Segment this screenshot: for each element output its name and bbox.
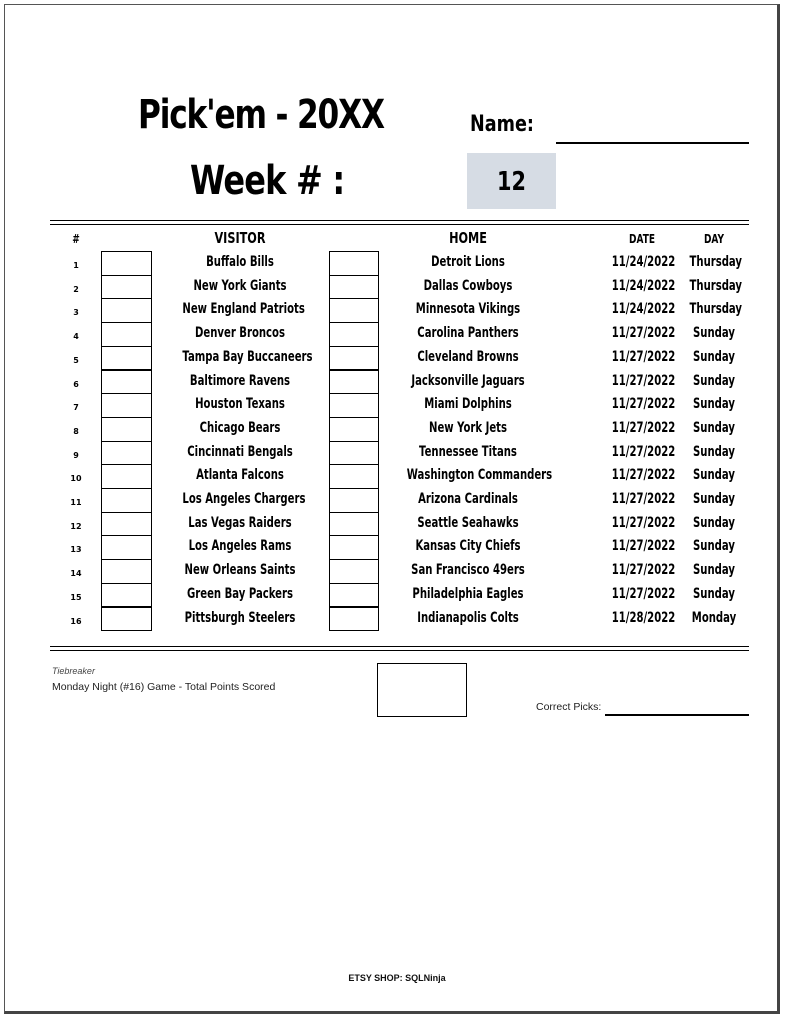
home-pick-box[interactable]: [329, 441, 379, 466]
home-pick-box[interactable]: [329, 251, 379, 276]
game-number: 11: [70, 498, 82, 507]
game-number: 4: [73, 332, 79, 342]
home-team: Philadelphia Eagles: [412, 585, 524, 602]
game-date: 11/27/2022: [611, 443, 676, 460]
visitor-pick-box[interactable]: [101, 393, 152, 418]
column-header-day: DAY: [703, 232, 725, 246]
game-date: 11/27/2022: [611, 491, 676, 507]
table-top-rule-2: [50, 224, 749, 225]
visitor-team: New Orleans Saints: [184, 562, 296, 579]
visitor-pick-box[interactable]: [101, 583, 152, 608]
visitor-pick-box[interactable]: [101, 512, 152, 537]
game-date: 11/27/2022: [611, 585, 676, 602]
game-day: Sunday: [693, 396, 735, 413]
visitor-team: Los Angeles Rams: [188, 538, 292, 555]
visitor-pick-box[interactable]: [101, 275, 152, 300]
game-number: 12: [70, 521, 82, 531]
game-number: 5: [73, 355, 79, 365]
game-day: Sunday: [693, 585, 735, 602]
visitor-pick-box[interactable]: [101, 464, 152, 489]
column-header-visitor: VISITOR: [214, 229, 266, 247]
column-header-home: HOME: [449, 229, 487, 247]
visitor-team: Tampa Bay Buccaneers: [182, 348, 313, 365]
visitor-team: New York Giants: [193, 277, 287, 294]
home-pick-box[interactable]: [329, 512, 379, 537]
page-title: Pick'em - 20XX: [138, 92, 384, 138]
home-pick-box[interactable]: [329, 607, 379, 632]
game-date: 11/27/2022: [611, 396, 676, 413]
game-number: 13: [70, 545, 82, 555]
game-number: 9: [73, 450, 79, 460]
game-date: 11/27/2022: [611, 348, 676, 365]
home-team: Jacksonville Jaguars: [411, 372, 525, 389]
visitor-team: Green Bay Packers: [187, 585, 293, 602]
home-pick-box[interactable]: [329, 559, 379, 584]
visitor-team: Chicago Bears: [199, 419, 281, 436]
tiebreaker-points-box[interactable]: [377, 663, 467, 717]
tiebreaker-description: Monday Night (#16) Game - Total Points Scored: [52, 681, 276, 693]
name-field-line[interactable]: [556, 142, 749, 144]
visitor-team: Baltimore Ravens: [189, 372, 291, 389]
visitor-team: Los Angeles Chargers: [182, 491, 306, 507]
table-top-rule-1: [50, 220, 749, 221]
game-number: 6: [73, 379, 79, 389]
game-date: 11/27/2022: [611, 538, 676, 555]
visitor-pick-box[interactable]: [101, 322, 152, 347]
visitor-team: Houston Texans: [195, 396, 285, 413]
game-date: 11/27/2022: [611, 514, 676, 531]
home-pick-box[interactable]: [329, 535, 379, 560]
visitor-team: Denver Broncos: [195, 325, 285, 342]
game-date: 11/27/2022: [611, 372, 676, 389]
home-team: Dallas Cowboys: [423, 277, 513, 294]
game-day: Sunday: [693, 538, 735, 555]
home-pick-box[interactable]: [329, 464, 379, 489]
game-number: 16: [70, 616, 82, 626]
home-team: New York Jets: [429, 419, 507, 436]
game-number: 3: [73, 308, 79, 318]
name-label: Name:: [470, 112, 534, 137]
visitor-pick-box[interactable]: [101, 251, 152, 276]
game-day: Thursday: [689, 301, 743, 318]
game-date: 11/24/2022: [611, 301, 676, 318]
table-bottom-rule-1: [50, 646, 749, 647]
home-pick-box[interactable]: [329, 393, 379, 418]
game-day: Sunday: [693, 325, 735, 342]
game-date: 11/24/2022: [611, 277, 676, 294]
week-label: Week # :: [190, 158, 345, 204]
visitor-team: Buffalo Bills: [206, 254, 274, 270]
table-bottom-rule-2: [50, 650, 749, 651]
game-number: 15: [70, 592, 82, 602]
correct-picks-label: Correct Picks:: [536, 701, 602, 713]
visitor-pick-box[interactable]: [101, 441, 152, 466]
home-pick-box[interactable]: [329, 370, 379, 395]
home-team: Cleveland Browns: [417, 348, 519, 365]
visitor-team: Pittsburgh Steelers: [184, 609, 296, 626]
game-day: Sunday: [693, 562, 735, 579]
game-date: 11/27/2022: [611, 325, 676, 342]
home-team: Arizona Cardinals: [418, 491, 518, 507]
home-team: Kansas City Chiefs: [415, 538, 521, 555]
visitor-team: New England Patriots: [182, 301, 305, 318]
visitor-pick-box[interactable]: [101, 535, 152, 560]
visitor-pick-box[interactable]: [101, 298, 152, 323]
visitor-pick-box[interactable]: [101, 370, 152, 395]
visitor-team: Atlanta Falcons: [196, 467, 284, 484]
home-pick-box[interactable]: [329, 488, 379, 513]
home-pick-box[interactable]: [329, 298, 379, 323]
game-day: Monday: [691, 609, 737, 626]
game-date: 11/27/2022: [611, 562, 676, 579]
game-date: 11/27/2022: [611, 467, 676, 484]
home-team: Washington Commanders: [406, 467, 553, 484]
home-team: Seattle Seahawks: [417, 514, 519, 531]
game-number: 1: [73, 261, 79, 270]
home-pick-box[interactable]: [329, 275, 379, 300]
visitor-pick-box[interactable]: [101, 417, 152, 442]
game-day: Sunday: [693, 491, 735, 507]
game-number: 8: [73, 426, 79, 436]
visitor-pick-box[interactable]: [101, 346, 152, 371]
home-pick-box[interactable]: [329, 417, 379, 442]
home-team: San Francisco 49ers: [411, 562, 525, 579]
game-day: Thursday: [689, 277, 743, 294]
game-date: 11/24/2022: [611, 254, 676, 270]
game-date: 11/27/2022: [611, 419, 676, 436]
column-header-date: DATE: [628, 232, 656, 246]
game-day: Sunday: [693, 419, 735, 436]
correct-picks-line[interactable]: [605, 714, 749, 716]
visitor-team: Cincinnati Bengals: [187, 443, 293, 460]
home-team: Carolina Panthers: [417, 325, 519, 342]
week-number-value: 12: [497, 167, 526, 197]
game-number: 2: [73, 284, 79, 294]
game-number: 7: [73, 403, 79, 413]
visitor-pick-box[interactable]: [101, 488, 152, 513]
visitor-pick-box[interactable]: [101, 559, 152, 584]
column-header-num: #: [72, 232, 80, 246]
home-pick-box[interactable]: [329, 583, 379, 608]
game-number: 10: [70, 474, 82, 484]
game-day: Sunday: [693, 443, 735, 460]
game-day: Sunday: [693, 372, 735, 389]
home-team: Tennessee Titans: [419, 443, 517, 460]
visitor-team: Las Vegas Raiders: [188, 514, 292, 531]
home-pick-box[interactable]: [329, 322, 379, 347]
visitor-pick-box[interactable]: [101, 607, 152, 632]
home-team: Indianapolis Colts: [417, 609, 519, 626]
tiebreaker-title: Tiebreaker: [52, 666, 95, 676]
week-number-field[interactable]: [467, 153, 556, 209]
home-team: Minnesota Vikings: [415, 301, 521, 318]
game-day: Thursday: [689, 254, 743, 270]
game-date: 11/28/2022: [611, 609, 676, 626]
home-pick-box[interactable]: [329, 346, 379, 371]
home-team: Detroit Lions: [431, 254, 505, 270]
game-number: 14: [70, 569, 82, 579]
home-team: Miami Dolphins: [424, 396, 512, 413]
game-day: Sunday: [693, 514, 735, 531]
game-day: Sunday: [693, 348, 735, 365]
game-day: Sunday: [693, 467, 735, 484]
footer-shop-text: ETSY SHOP: SQLNinja: [348, 973, 446, 983]
